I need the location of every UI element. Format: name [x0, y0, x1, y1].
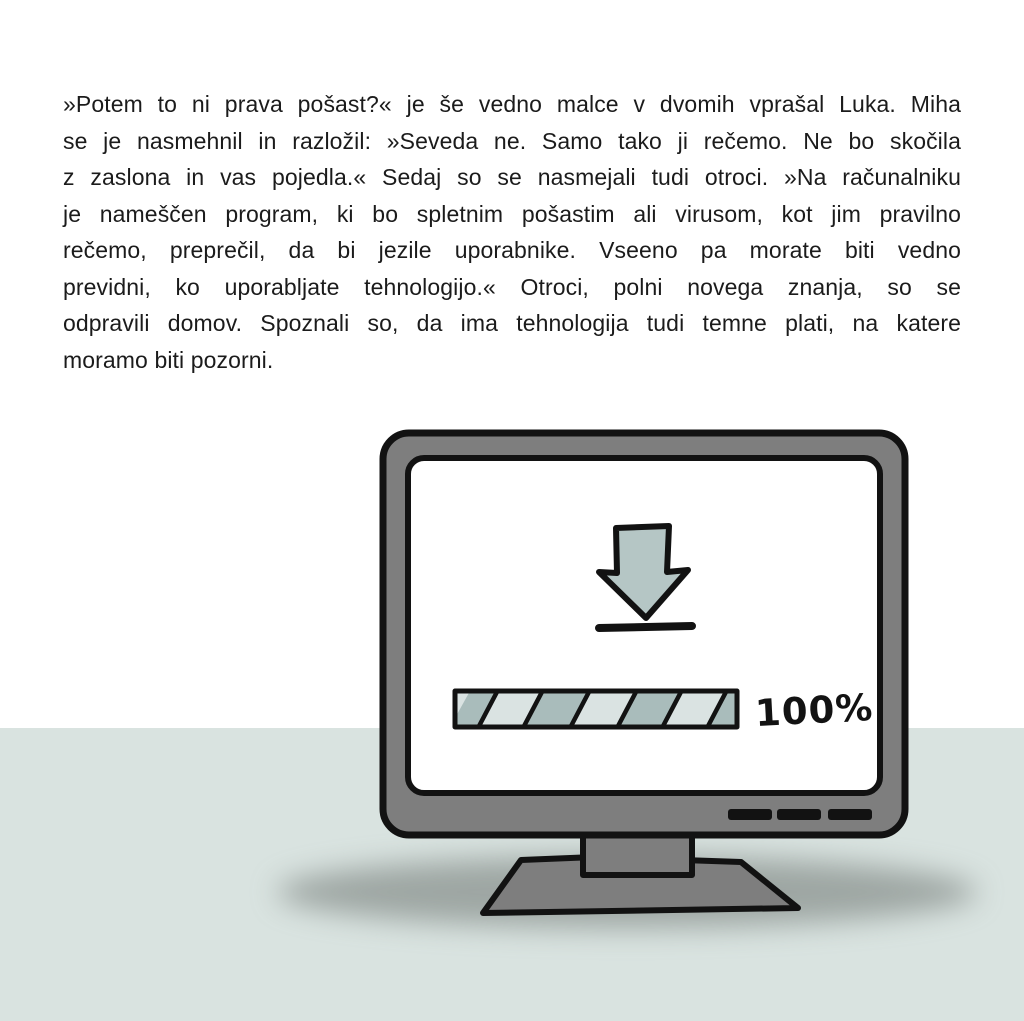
monitor-buttons [728, 809, 872, 820]
story-paragraph [63, 86, 961, 378]
story-line: »Potem to ni prava pošast?« je še vedno malce v dvomih vprašal Luka. Miha [63, 91, 961, 117]
story-line: odpravili domov. Spoznali so, da ima tehnologija tudi temne plati, na katere [63, 310, 961, 336]
monitor-illustration [370, 425, 910, 925]
story-line: z zaslona in vas pojedla.« Sedaj so se nasmejali tudi otroci. »Na računalniku [63, 164, 961, 190]
story-line: previdni, ko uporabljate tehnologijo.« Otroci, polni novega znanja, so se [63, 273, 961, 300]
monitor-button [828, 809, 872, 820]
story-line: se je nasmehnil in razložil: »Seveda ne. Samo tako ji rečemo. Ne bo skočila [63, 127, 961, 154]
story-line: je nameščen program, ki bo spletnim pošastim ali virusom, kot jim pravilno [63, 200, 961, 227]
story-line: moramo biti pozorni. [63, 346, 274, 373]
progress-label: 100% [754, 685, 875, 736]
monitor-button [777, 809, 821, 820]
monitor-button [728, 809, 772, 820]
download-underline [599, 626, 692, 628]
progress-bar [450, 690, 742, 728]
story-line: rečemo, preprečil, da bi jezile uporabnike. Vseeno pa morate biti vedno [63, 237, 961, 263]
